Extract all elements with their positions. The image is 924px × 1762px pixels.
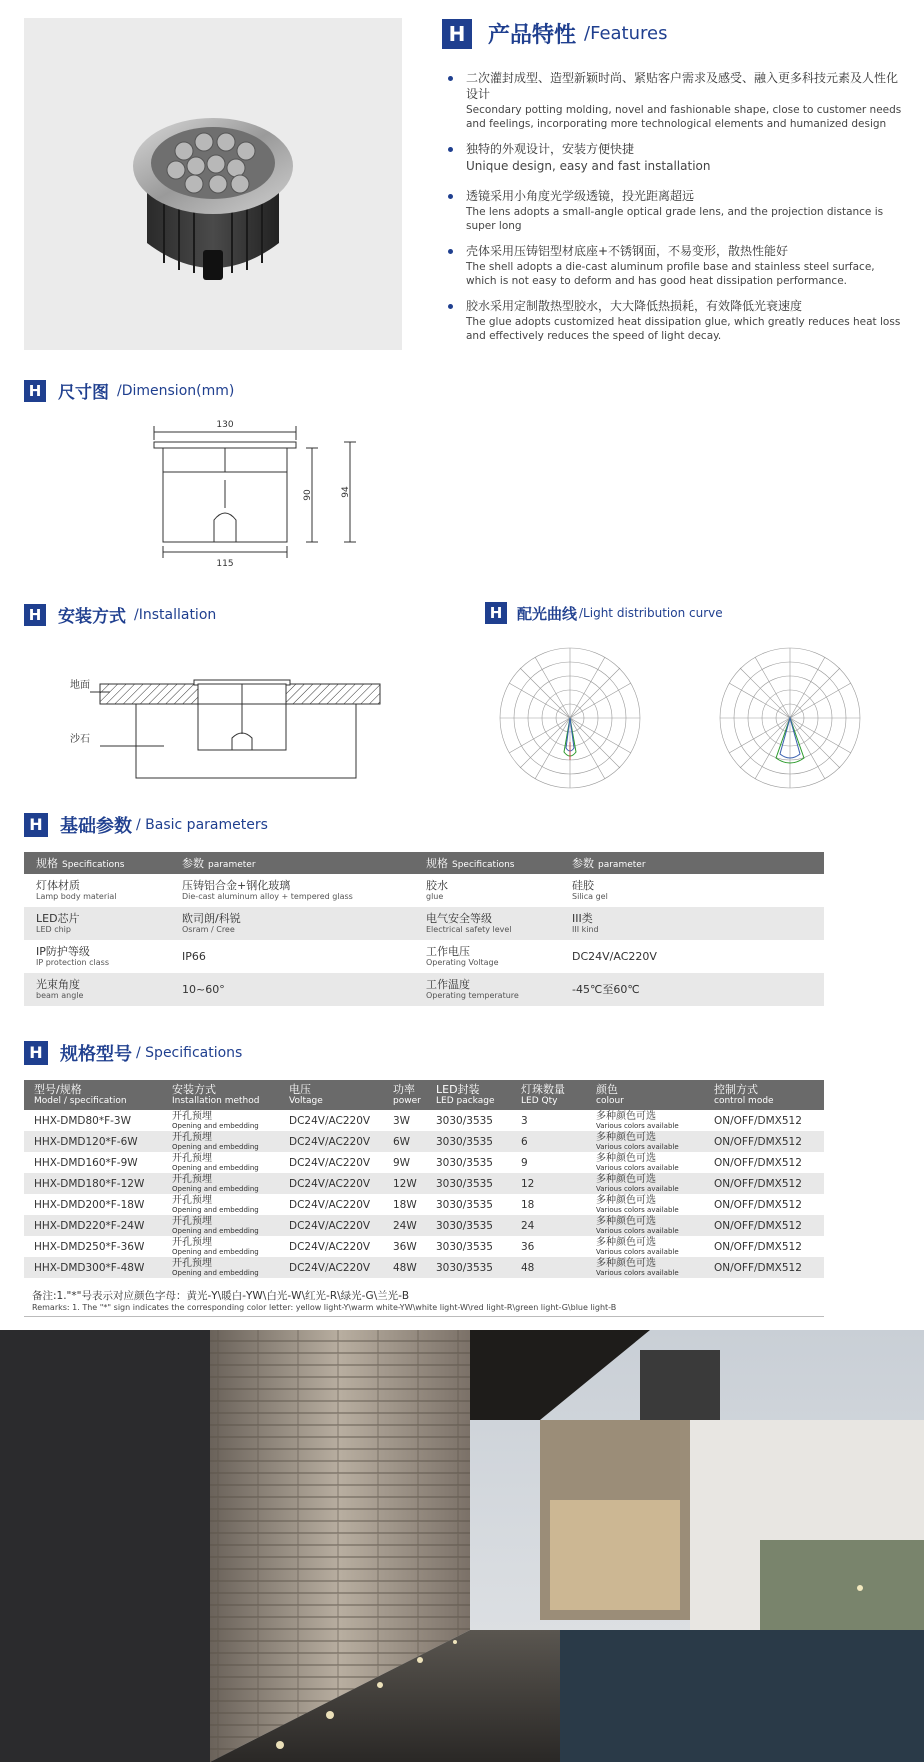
cell-qty: 24 (511, 1215, 586, 1236)
cell-control: ON/OFF/DMX512 (714, 1198, 802, 1211)
installation-drawing (70, 672, 400, 782)
feature-text-cn: 透镜采用小角度光学级透镜，投光距离超远 (466, 189, 695, 203)
brand-h-icon: H (24, 813, 48, 837)
cell-model: HHX-DMD80*F-3W (34, 1114, 131, 1127)
polar-chart-wide (700, 642, 880, 798)
cell-install: 开孔预埋 Opening and embedding (162, 1173, 279, 1194)
cell-package: 3030/3535 (426, 1131, 511, 1152)
cell-voltage: DC24V/AC220V (289, 1240, 371, 1253)
table-row (24, 1131, 824, 1152)
cell-voltage: DC24V/AC220V (279, 1257, 383, 1278)
cell-power: 48W (383, 1257, 426, 1278)
feature-text-cn: 独特的外观设计，安装方便快捷 (466, 142, 635, 156)
cell-control: ON/OFF/DMX512 (704, 1215, 824, 1236)
features-title-cn: 产品特性 (488, 23, 577, 48)
feature-text-en: The lens adopts a small-angle optical grade lens, and the projection distance is super long (466, 206, 884, 232)
polar-chart-narrow (480, 642, 660, 798)
brand-h-icon: H (24, 380, 46, 402)
header-cell: 参数 parameter (560, 852, 824, 874)
cell-colour: 多种颜色可选 Various colors available (596, 1152, 679, 1172)
cell-colour: 多种颜色可选 Various colors available (586, 1215, 704, 1236)
cell-package: 3030/3535 (426, 1215, 511, 1236)
feature-text-cn: 二次灌封成型、造型新颖时尚、紧贴客户需求及感受、融入更多科技元素及人性化设计 (466, 71, 899, 101)
cell-control: ON/OFF/DMX512 (714, 1156, 802, 1169)
dim-top-width: 130 (216, 420, 234, 430)
cell-power: 24W (383, 1215, 426, 1236)
cell-qty: 9 (521, 1156, 528, 1169)
divider (24, 1316, 824, 1317)
cell-control: ON/OFF/DMX512 (714, 1240, 802, 1253)
feature-text-en: Unique design, easy and fast installation (466, 159, 711, 173)
specs-title-en: / Specifications (136, 1045, 243, 1061)
cell-install: 开孔预埋 Opening and embedding (172, 1110, 259, 1130)
light-curve-heading (485, 602, 723, 624)
brand-h-icon: H (485, 602, 507, 624)
cell-qty: 36 (521, 1240, 535, 1253)
table-row: 灯体材质 Lamp body material 压铸铝合金+钢化玻璃 Die-cast aluminum alloy + tempered glass 胶水 glue 硅胶 Silica gel (36, 879, 608, 901)
table-row (24, 1215, 824, 1236)
cell-qty: 12 (511, 1173, 586, 1194)
table-row (24, 1110, 824, 1131)
table-row (24, 1194, 824, 1215)
cell-model: HHX-DMD120*F-6W (24, 1131, 162, 1152)
feature-item (448, 298, 908, 343)
cell-model: HHX-DMD160*F-9W (34, 1156, 138, 1169)
cell-voltage: DC24V/AC220V (279, 1215, 383, 1236)
cell-power: 36W (393, 1240, 417, 1253)
cell-colour: 多种颜色可选 Various colors available (586, 1173, 704, 1194)
cell-package: 3030/3535 (426, 1173, 511, 1194)
product-photo (24, 18, 402, 350)
feature-item (448, 141, 908, 174)
dimension-title-cn: 尺寸图 (58, 383, 109, 403)
table-row (24, 1152, 824, 1173)
cell-model: HHX-DMD250*F-36W (34, 1240, 145, 1253)
brand-h-icon: H (24, 604, 46, 626)
cell-control: ON/OFF/DMX512 (704, 1257, 824, 1278)
cell-package: 3030/3535 (436, 1240, 493, 1253)
cell-install: 开孔预埋 Opening and embedding (172, 1194, 259, 1214)
table-row (24, 1257, 824, 1278)
cell-model: HHX-DMD180*F-12W (24, 1173, 162, 1194)
table-header-row: 型号/规格 Model / specification 安装方式 Installation method 电压 Voltage 功率 power LED封装 LED package 灯珠数量 LED Qty 颜色 colour 控制方式 control mode (24, 1080, 824, 1110)
cell-control: ON/OFF/DMX512 (714, 1114, 802, 1127)
table-row (24, 1173, 824, 1194)
cell-colour: 多种颜色可选 Various colors available (596, 1194, 679, 1214)
light-curve-title-cn: 配光曲线 (517, 604, 578, 623)
cell-qty: 18 (521, 1198, 535, 1211)
cell-install: 开孔预埋 Opening and embedding (162, 1131, 279, 1152)
cell-voltage: DC24V/AC220V (289, 1114, 371, 1127)
cell-control: ON/OFF/DMX512 (704, 1131, 824, 1152)
feature-text-en: Secondary potting molding, novel and fashionable shape, close to customer needs and feelings, incorporating more technological elements and humanized design (466, 104, 902, 130)
installation-title-cn: 安装方式 (58, 607, 126, 627)
cell-install: 开孔预埋 Opening and embedding (172, 1236, 259, 1256)
cell-voltage: DC24V/AC220V (289, 1198, 371, 1211)
cell-package: 3030/3535 (426, 1257, 511, 1278)
specs-title-cn: 规格型号 (60, 1044, 132, 1065)
dimension-title-en: /Dimension(mm) (117, 382, 235, 399)
basic-title-cn: 基础参数 (60, 816, 132, 837)
basic-params-heading (24, 812, 268, 838)
dimension-heading (24, 378, 234, 403)
dim-total-height: 94 (341, 486, 351, 498)
remarks (32, 1288, 822, 1312)
cell-voltage: DC24V/AC220V (279, 1131, 383, 1152)
feature-text-cn: 胶水采用定制散热型胶水，大大降低热损耗，有效降低光衰速度 (466, 299, 803, 313)
features-title-en: /Features (584, 23, 668, 44)
cell-control: ON/OFF/DMX512 (704, 1173, 824, 1194)
brand-h-icon: H (24, 1041, 48, 1065)
cell-package: 3030/3535 (436, 1156, 493, 1169)
cell-power: 6W (383, 1131, 426, 1152)
cell-qty: 48 (511, 1257, 586, 1278)
features-heading (442, 18, 667, 49)
cell-colour: 多种颜色可选 Various colors available (596, 1236, 679, 1256)
application-scene-photo (0, 1330, 924, 1762)
specs-table (24, 1080, 824, 1278)
remark-cn: 备注:1."*"号表示对应颜色字母：黄光-Y\暖白-YW\白光-W\红光-R\绿光-G\兰光-B (32, 1290, 410, 1302)
dim-body-height: 90 (303, 489, 313, 501)
feature-text-cn: 壳体采用压铸铝型材底座+不锈钢面，不易变形，散热性能好 (466, 244, 789, 258)
remark-en: Remarks: 1. The "*" sign indicates the corresponding color letter: yellow light-Y\warm white-YW\white light-W\red light-R\green light-G\blue light-B (32, 1303, 617, 1312)
feature-item (448, 188, 908, 233)
table-row: 光束角度 beam angle 10~60° 工作温度 Operating temperature -45℃至60℃ (24, 973, 824, 1006)
installation-heading (24, 602, 216, 627)
cell-qty: 3 (521, 1114, 528, 1127)
cell-package: 3030/3535 (436, 1198, 493, 1211)
cell-install: 开孔预埋 Opening and embedding (172, 1152, 259, 1172)
cell-install: 开孔预埋 Opening and embedding (162, 1257, 279, 1278)
feature-text-en: The glue adopts customized heat dissipation glue, which greatly reduces heat loss and effectively reduces the speed of light decay. (466, 316, 901, 342)
cell-package: 3030/3535 (436, 1114, 493, 1127)
feature-item (448, 243, 908, 288)
cell-install: 开孔预埋 Opening and embedding (162, 1215, 279, 1236)
cell-colour: 多种颜色可选 Various colors available (586, 1131, 704, 1152)
basic-title-en: / Basic parameters (136, 817, 268, 833)
features-list (448, 70, 908, 353)
specs-heading (24, 1040, 242, 1066)
cell-model: HHX-DMD220*F-24W (24, 1215, 162, 1236)
header-cell: 规格 Specifications (24, 852, 170, 874)
table-row: LED芯片 LED chip 欧司朗/科锐 Osram / Cree 电气安全等级 Electrical safety level III类 III kind (24, 907, 824, 940)
cell-voltage: DC24V/AC220V (289, 1156, 371, 1169)
cell-power: 3W (393, 1114, 411, 1127)
cell-power: 9W (393, 1156, 411, 1169)
cell-qty: 6 (511, 1131, 586, 1152)
table-row: IP防护等级 IP protection class IP66 工作电压 Operating Voltage DC24V/AC220V (36, 945, 657, 967)
cell-model: HHX-DMD300*F-48W (24, 1257, 162, 1278)
cell-model: HHX-DMD200*F-18W (34, 1198, 145, 1211)
brand-h-icon: H (442, 19, 472, 49)
cell-power: 18W (393, 1198, 417, 1211)
dimension-drawing (150, 420, 380, 570)
header-cell: 规格 Specifications (414, 852, 560, 874)
cell-colour: 多种颜色可选 Various colors available (596, 1110, 679, 1130)
basic-params-table (24, 852, 824, 1006)
feature-text-en: The shell adopts a die-cast aluminum profile base and stainless steel surface, which is not easy to deform and has good heat dissipation performance. (466, 261, 875, 287)
table-header-row (24, 852, 824, 874)
table-row (24, 1236, 824, 1257)
installation-title-en: /Installation (134, 606, 217, 623)
cell-colour: 多种颜色可选 Various colors available (586, 1257, 704, 1278)
header-cell: 参数 parameter (170, 852, 414, 874)
label-sand: 沙石 (70, 734, 90, 745)
feature-item (448, 70, 908, 131)
cell-voltage: DC24V/AC220V (279, 1173, 383, 1194)
dim-body-width: 115 (216, 559, 234, 569)
light-curve-title-en: /Light distribution curve (579, 606, 723, 620)
cell-power: 12W (383, 1173, 426, 1194)
label-ground: 地面 (70, 680, 90, 691)
